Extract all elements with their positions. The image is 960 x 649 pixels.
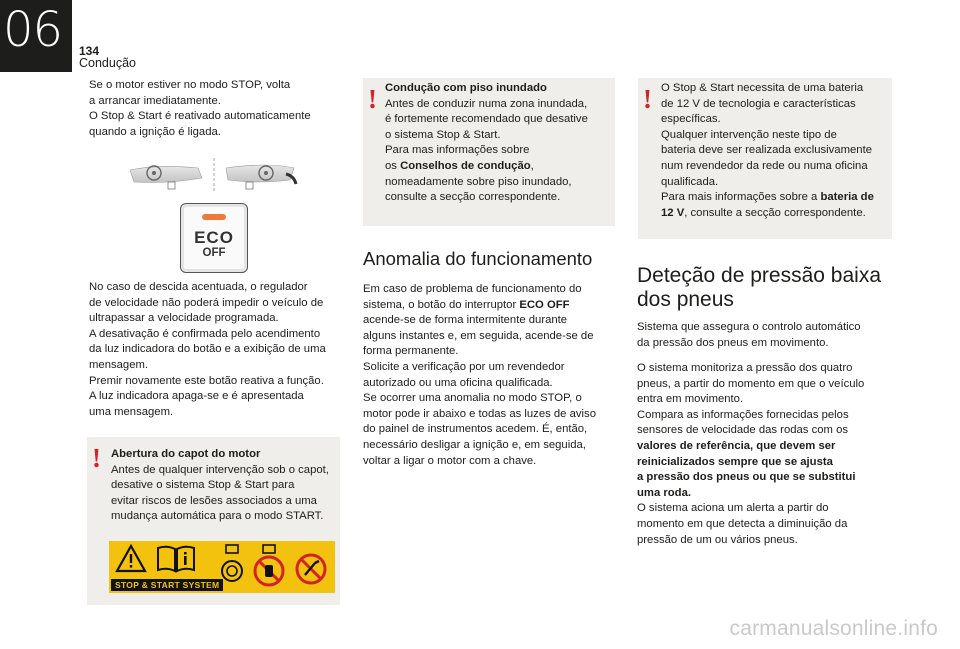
text-line: é fortemente recomendado que desative bbox=[385, 113, 588, 126]
text-line: do painel de instrumentos acedem. É, então, bbox=[363, 423, 588, 436]
text-line: mudança automática para o modo START. bbox=[111, 510, 324, 523]
warning-text bbox=[111, 447, 337, 525]
text-line: Antes de conduzir numa zona inundada, bbox=[385, 97, 588, 110]
heading-line: dos pneus bbox=[637, 288, 734, 311]
text-line: da luz indicadora do botão e a exibição de uma bbox=[89, 343, 326, 356]
text-line: Qualquer intervenção neste tipo de bbox=[661, 128, 837, 141]
section-title: Condução bbox=[79, 56, 136, 70]
text-line: motor pode ir abaixo e todas as luzes de aviso bbox=[363, 407, 596, 420]
text-span: , consulte a secção correspondente. bbox=[684, 206, 866, 219]
text-line: desative o sistema Stop & Start para bbox=[111, 479, 295, 492]
text-line: O Stop & Start é reativado automaticamente bbox=[89, 110, 311, 123]
battery-ref: 12 V bbox=[661, 206, 685, 219]
label-text: STOP & START SYSTEM bbox=[111, 579, 223, 591]
text-line: a arrancar imediatamente. bbox=[89, 94, 221, 107]
text-line: pressão de um ou vários pneus. bbox=[637, 533, 798, 546]
col1-intro bbox=[89, 78, 339, 140]
text-line: uma roda. bbox=[637, 486, 691, 499]
stop-start-label bbox=[109, 541, 335, 593]
text-line: Antes de qualquer intervenção sob o capot, bbox=[111, 463, 329, 476]
link-advice: Conselhos de condução bbox=[400, 159, 531, 172]
manual-book-icon bbox=[155, 544, 197, 574]
text-span: os bbox=[385, 159, 401, 172]
warning-text bbox=[385, 81, 613, 206]
text-line: consulte a secção correspondente. bbox=[385, 191, 561, 204]
warning-triangle-icon bbox=[115, 544, 147, 574]
warning-title: Condução com piso inundado bbox=[385, 82, 547, 94]
warning-icon: ! bbox=[368, 84, 377, 114]
eco-label: ECO bbox=[194, 228, 234, 247]
text-line: No caso de descida acentuada, o regulador bbox=[89, 281, 308, 293]
warning-icon: ! bbox=[92, 443, 101, 473]
text-line: acende-se de forma intermitente durante bbox=[363, 314, 568, 327]
watermark: carmanualsonline.info bbox=[729, 617, 938, 640]
warning-box-battery bbox=[638, 78, 892, 239]
text-span: Para mais informações sobre a bbox=[661, 191, 821, 204]
text-line bbox=[385, 159, 613, 175]
text-line: O sistema aciona um alerta a partir do bbox=[637, 502, 829, 515]
battery-ref: bateria de bbox=[820, 191, 874, 204]
text-line bbox=[363, 298, 618, 314]
no-tools-icon bbox=[293, 551, 329, 587]
text-line: necessário desligar a ignição e, em seguida, bbox=[363, 438, 586, 451]
chapter-number: 06 bbox=[3, 2, 63, 58]
text-line: A luz indicadora apaga-se e é apresentada bbox=[89, 390, 304, 403]
no-hand-icon bbox=[251, 543, 287, 589]
text-line: qualificada. bbox=[661, 175, 719, 188]
dashboard-illustration bbox=[128, 156, 300, 194]
text-line: voltar a ligar o motor com a chave. bbox=[363, 454, 537, 467]
text-line: reinicializados sempre que se ajusta bbox=[637, 455, 833, 468]
text-span: , bbox=[530, 159, 534, 172]
text-line: alguns instantes e, em seguida, acende-se de bbox=[363, 329, 594, 342]
heading-tyre-pressure bbox=[637, 264, 881, 312]
text-line: sensores de velocidade das rodas com os bbox=[637, 424, 848, 437]
warning-box-flooded bbox=[363, 78, 615, 226]
page-number: 134 bbox=[79, 44, 100, 58]
col1-paragraph bbox=[89, 280, 344, 420]
text-line: Em caso de problema de funcionamento do bbox=[363, 283, 582, 295]
text-line: específicas. bbox=[661, 113, 721, 126]
text-line: o sistema Stop & Start. bbox=[385, 128, 501, 141]
heading-malfunction: Anomalia do funcionamento bbox=[363, 248, 593, 269]
warning-text bbox=[661, 81, 891, 221]
text-line: a pressão dos pneus ou que se substitui bbox=[637, 471, 856, 484]
text-line: de velocidade não poderá impedir o veículo de bbox=[89, 296, 324, 309]
text-line: de 12 V de tecnologia e características bbox=[661, 97, 856, 110]
text-line: mensagem. bbox=[89, 358, 149, 371]
text-line: Para mas informações sobre bbox=[385, 144, 530, 157]
text-line: pneus, a partir do momento em que o veículo bbox=[637, 377, 865, 390]
text-line: evitar riscos de lesões associados a uma bbox=[111, 494, 317, 507]
text-line: uma mensagem. bbox=[89, 405, 174, 418]
text-line: forma permanente. bbox=[363, 345, 459, 358]
text-line: da pressão dos pneus em movimento. bbox=[637, 336, 829, 349]
text-line bbox=[661, 206, 891, 222]
eco-off-ref: ECO OFF bbox=[519, 298, 570, 311]
text-line: autorizado ou uma oficina qualificada. bbox=[363, 376, 553, 389]
text-line: bateria deve ser realizada exclusivamente bbox=[661, 144, 872, 157]
col2-paragraph bbox=[363, 282, 618, 469]
indicator-light bbox=[202, 214, 226, 220]
text-line bbox=[661, 190, 891, 206]
text-line: Compara as informações fornecidas pelos bbox=[637, 408, 849, 421]
warning-box-hood bbox=[87, 437, 340, 605]
text-line: Sistema que assegura o controlo automático bbox=[637, 321, 861, 333]
col3-paragraph bbox=[637, 361, 895, 548]
text-line: entra em movimento. bbox=[637, 393, 744, 406]
text-line: quando a ignição é ligada. bbox=[89, 125, 221, 138]
text-line: Se o motor estiver no modo STOP, volta bbox=[89, 79, 291, 91]
heading-line: Deteção de pressão baixa bbox=[637, 264, 881, 287]
text-line: ultrapassar a velocidade programada. bbox=[89, 312, 279, 325]
eco-off-button-illustration bbox=[180, 203, 248, 273]
text-line: Solicite a verificação por um revendedor bbox=[363, 360, 565, 373]
text-line: nomeadamente sobre piso inundado, bbox=[385, 175, 572, 188]
warning-title: Abertura do capot do motor bbox=[111, 448, 261, 460]
off-label: OFF bbox=[202, 247, 226, 259]
chapter-tab bbox=[0, 0, 72, 72]
text-line: O sistema monitoriza a pressão dos quatro bbox=[637, 362, 853, 374]
text-line: Premir novamente este botão reativa a função. bbox=[89, 374, 324, 387]
text-span: sistema, o botão do interruptor bbox=[363, 298, 520, 311]
warning-icon: ! bbox=[643, 84, 652, 114]
col3-intro bbox=[637, 320, 895, 351]
text-line: momento em que detecta a diminuição da bbox=[637, 517, 848, 530]
text-line: valores de referência, que devem ser bbox=[637, 439, 836, 452]
text-line: O Stop & Start necessita de uma bateria bbox=[661, 82, 864, 94]
text-line: A desativação é confirmada pelo acendimento bbox=[89, 327, 321, 340]
text-line: num revendedor da rede ou numa oficina bbox=[661, 159, 868, 172]
text-line: Se ocorrer uma anomalia no modo STOP, o bbox=[363, 392, 582, 405]
